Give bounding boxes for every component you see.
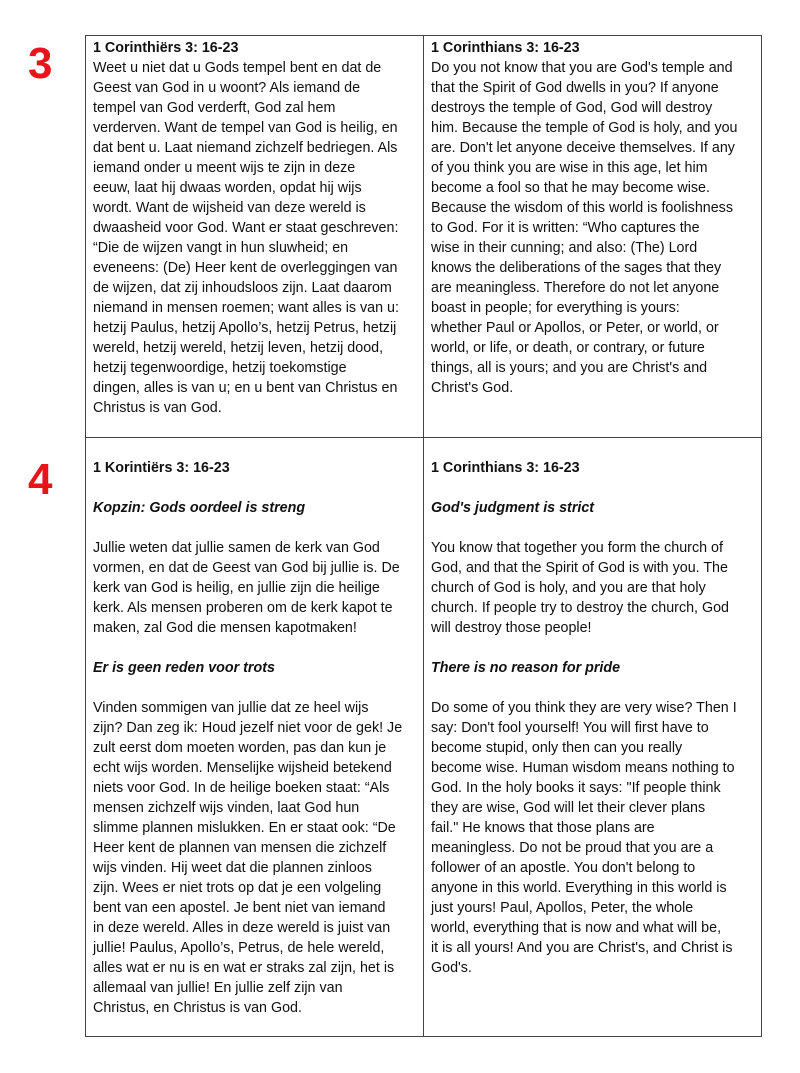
text-line: Geest van God in u woont? Als iemand de	[93, 80, 361, 96]
text-line: Christus is van God.	[93, 400, 222, 416]
text-line: You know that together you form the church of	[431, 540, 723, 556]
text-line: kerk van God is heilig, en jullie zijn die heilige	[93, 580, 380, 596]
text-line: Do some of you think they are very wise? Then I	[431, 700, 737, 716]
text-line: him. Because the temple of God is holy, and you	[431, 120, 738, 136]
text-line: alles wat er nu is en wat er straks zal zijn, het is	[93, 960, 395, 976]
text-line: they are wise, God will let their clever plans	[431, 800, 706, 816]
text-line: God's.	[431, 960, 472, 976]
text-line: tempel van God verderft, God zal hem	[93, 100, 336, 116]
text-line: it is all yours! And you are Christ's, and Christ is	[431, 940, 733, 956]
text-line: Do you not know that you are God's temple and	[431, 60, 733, 76]
text-line: iemand onder u meent wijs te zijn in deze	[93, 160, 356, 176]
text-line: of you think you are wise in this age, let him	[431, 160, 708, 176]
text-line	[431, 518, 755, 538]
text-line: dat bent u. Laat niemand zichzelf bedriegen. Als	[93, 140, 398, 156]
text-line: wordt. Want de wijsheid van deze wereld is	[93, 200, 366, 216]
text-line: Vinden sommigen van jullie dat ze heel wijs	[93, 700, 369, 716]
text-line	[431, 478, 755, 498]
text-line: hetzij tegenwoordige, hetzij toekomstige	[93, 360, 347, 376]
text-line: de wijzen, dat zij inhoudsloos zijn. Laat daarom	[93, 280, 392, 296]
text-line: are meaningless. Therefore do not let anyone	[431, 280, 720, 296]
text-line: bent van een apostel. Je bent niet van iemand	[93, 900, 386, 916]
dutch-cell	[86, 438, 424, 1037]
english-cell	[424, 36, 762, 438]
text-line: church. If people try to destroy the church, God	[431, 600, 730, 616]
text-line: eeuw, laat hij dwaas worden, opdat hij wijs	[93, 180, 362, 196]
text-line: Heer kent de plannen van mensen die zichzelf	[93, 840, 387, 856]
passage-reference: 1 Corinthiërs 3: 16-23	[93, 40, 239, 56]
text-line: church of God is holy, and you are that holy	[431, 580, 706, 596]
text-line: echt wijs worden. Menselijke wijsheid betekend	[93, 760, 392, 776]
text-line: boast in people; for everything is yours:	[431, 300, 680, 316]
text-line: niemand in mensen roemen; want alles is van u:	[93, 300, 399, 316]
text-line: are. Don't let anyone deceive themselves. If any	[431, 140, 735, 156]
text-line: mensen zichzelf wijs vinden, laat God hun	[93, 800, 360, 816]
text-line: meaningless. Do not be proud that you are a	[431, 840, 714, 856]
passage-reference: 1 Corinthians 3: 16-23	[431, 40, 580, 56]
text-line: become wise. Human wisdom means nothing to	[431, 760, 735, 776]
text-line: zult eerst dom moeten worden, pas dan kun je	[93, 740, 387, 756]
dutch-cell	[86, 36, 424, 438]
section-heading: There is no reason for pride	[431, 660, 621, 676]
text-line: Weet u niet dat u Gods tempel bent en dat de	[93, 60, 382, 76]
text-line: say: Don't fool yourself! You will first have to	[431, 720, 709, 736]
text-line: zijn? Dan zeg ik: Houd jezelf niet voor de gek! Je	[93, 720, 403, 736]
table-row	[86, 438, 762, 1037]
text-line	[93, 638, 417, 658]
text-line: eveneens: (De) Heer kent de overleggingen van	[93, 260, 398, 276]
text-line: allemaal van jullie! En jullie zelf zijn van	[93, 980, 343, 996]
text-line: slimme plannen mislukken. En er staat ook: “De	[93, 820, 396, 836]
text-line	[93, 518, 417, 538]
text-line	[93, 678, 417, 698]
english-cell	[424, 438, 762, 1037]
section-heading: Er is geen reden voor trots	[93, 660, 275, 676]
text-line: Christ's God.	[431, 380, 514, 396]
text-line: maken, zal God die mensen kapotmaken!	[93, 620, 357, 636]
text-line: knows the deliberations of the sages that they	[431, 260, 722, 276]
text-line: world, everything that is now and what will be,	[431, 920, 722, 936]
text-line: will destroy those people!	[431, 620, 592, 636]
text-line: anyone in this world. Everything in this world is	[431, 880, 727, 896]
text-line: God. In the holy books it says: "If people think	[431, 780, 721, 796]
text-line: that the Spirit of God dwells in you? If anyone	[431, 80, 719, 96]
text-line: niets voor God. In de heilige boeken staat: “Als	[93, 780, 390, 796]
passage-reference: 1 Corinthians 3: 16-23	[431, 460, 580, 476]
section-heading: Kopzin: Gods oordeel is streng	[93, 500, 306, 516]
text-line: destroys the temple of God, God will destroy	[431, 100, 713, 116]
text-line: in deze wereld. Alles in deze wereld is juist van	[93, 920, 391, 936]
text-line: things, all is yours; and you are Christ's and	[431, 360, 708, 376]
text-line: vormen, en dat de Geest van God bij jullie is. De	[93, 560, 400, 576]
text-line: world, or life, or death, or contrary, or future	[431, 340, 705, 356]
section-number: 4	[28, 455, 53, 504]
text-line: fail." He knows that those plans are	[431, 820, 655, 836]
text-line: to God. For it is written: “Who captures the	[431, 220, 700, 236]
text-line	[431, 678, 755, 698]
text-line: dingen, alles is van u; en u bent van Christus en	[93, 380, 398, 396]
text-line: God, and that the Spirit of God is with you. The	[431, 560, 728, 576]
text-line: kerk. Als mensen proberen om de kerk kapot te	[93, 600, 393, 616]
text-line: whether Paul or Apollos, or Peter, or world, or	[431, 320, 719, 336]
section-number: 3	[28, 39, 53, 88]
text-line: wijs vinden. Hij weet dat die plannen zinloos	[93, 860, 372, 876]
text-line	[431, 638, 755, 658]
table-row	[86, 36, 762, 438]
text-line: Because the wisdom of this world is foolishness	[431, 200, 733, 216]
text-line: wereld, hetzij wereld, hetzij leven, hetzij dood,	[93, 340, 384, 356]
text-line: Christus, en Christus is van God.	[93, 1000, 302, 1016]
text-line: wise in their cunning; and also: (The) Lord	[431, 240, 698, 256]
translation-table	[85, 35, 762, 1037]
text-line	[93, 478, 417, 498]
text-line: verderven. Want de tempel van God is heilig, en	[93, 120, 398, 136]
text-line: Jullie weten dat jullie samen de kerk van God	[93, 540, 380, 556]
text-line: zijn. Wees er niet trots op dat je een volgeling	[93, 880, 382, 896]
section-heading: God's judgment is strict	[431, 500, 595, 516]
text-line: hetzij Paulus, hetzij Apollo’s, hetzij Petrus, hetzij	[93, 320, 397, 336]
text-line: become stupid, only then can you really	[431, 740, 683, 756]
text-line: jullie! Paulus, Apollo’s, Petrus, de hele wereld,	[93, 940, 385, 956]
text-line: follower of an apostle. You don't belong to	[431, 860, 696, 876]
text-line: become a fool so that he may become wise.	[431, 180, 710, 196]
text-line: just yours! Paul, Apollos, Peter, the whole	[431, 900, 694, 916]
text-line: “Die de wijzen vangt in hun sluwheid; en	[93, 240, 349, 256]
passage-reference: 1 Korintiërs 3: 16-23	[93, 460, 230, 476]
text-line: dwaasheid voor God. Want er staat geschreven:	[93, 220, 399, 236]
